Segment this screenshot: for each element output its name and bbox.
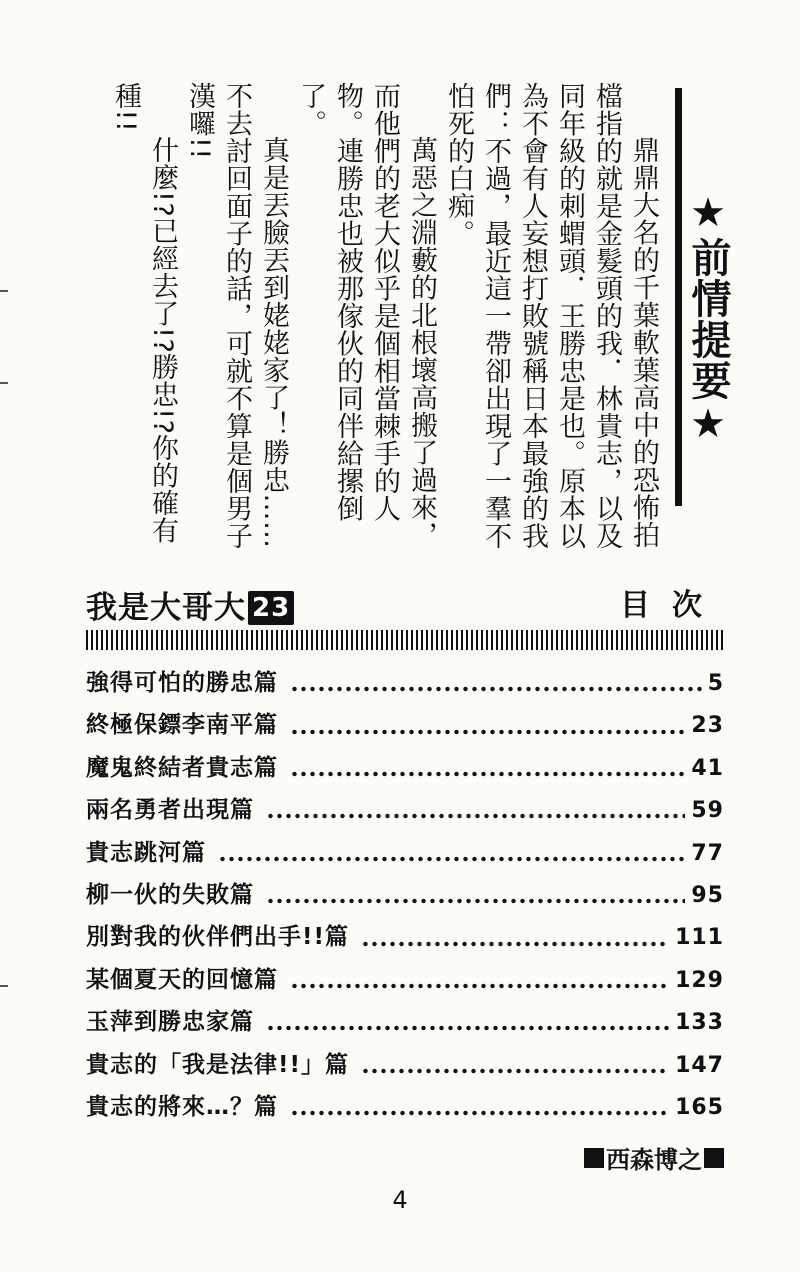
- toc-page-number: 95: [691, 882, 724, 908]
- toc-chapter-title: 兩名勇者出現篇: [86, 797, 254, 824]
- toc-list: [86, 664, 724, 1130]
- toc-page-number: 165: [675, 1094, 724, 1120]
- scan-mark: [0, 290, 8, 292]
- toc-chapter-title: 貴志跳河篇: [86, 839, 206, 866]
- toc-entry[interactable]: [86, 749, 724, 791]
- toc-entry[interactable]: [86, 664, 724, 706]
- dot-leader: [266, 812, 685, 820]
- toc-page-number: 59: [691, 798, 724, 824]
- toc-chapter-title: 貴志的將來…？篇: [86, 1093, 278, 1120]
- toc-page-number: 129: [675, 967, 724, 993]
- toc-page-number: 5: [707, 671, 724, 696]
- toc-chapter-title: 強得可怕的勝忠篇: [86, 670, 278, 696]
- toc-entry[interactable]: [86, 961, 724, 1003]
- synopsis-paragraph: 真是丟臉丟到姥姥家了！勝忠……不去討回面子的話，可就不算是個男子漢囉!!: [184, 82, 289, 550]
- book-title-text: 我是大哥大: [86, 590, 246, 626]
- toc-entry[interactable]: [86, 1046, 724, 1088]
- toc-chapter-title: 柳一伙的失敗篇: [86, 881, 254, 908]
- toc-entry[interactable]: [86, 834, 724, 876]
- book-title: [86, 582, 294, 627]
- toc-entry[interactable]: [86, 706, 724, 748]
- toc-page-number: 23: [691, 713, 724, 739]
- toc-chapter-title: 某個夏天的回憶篇: [86, 966, 278, 993]
- volume-badge: 23: [248, 591, 294, 625]
- toc-page-number: 111: [675, 925, 724, 951]
- synopsis-paragraph: 什麼!?已經去了!?勝忠!?你的確有種!!: [110, 82, 178, 545]
- toc-chapter-title: 別對我的伙伴們出手!!篇: [86, 924, 349, 951]
- dot-leader: [361, 940, 669, 948]
- toc-header: [86, 580, 724, 628]
- synopsis-body: [107, 82, 662, 552]
- toc-chapter-title: 魔鬼終結者貴志篇: [86, 754, 278, 781]
- toc-page-number: 133: [675, 1010, 724, 1036]
- dot-leader: [290, 728, 685, 736]
- square-bullet-icon: [584, 1148, 604, 1168]
- toc-entry[interactable]: [86, 876, 724, 918]
- dot-leader: [290, 982, 669, 990]
- dot-leader: [266, 897, 685, 905]
- synopsis-paragraph: 萬惡之淵藪的北根壞高搬了過來，而他們的老大似乎是個相當棘手的人物。連勝忠也被那傢伙的同伴給摞倒了。: [295, 82, 437, 549]
- toc-page-number: 147: [675, 1052, 724, 1078]
- dot-leader: [266, 1024, 669, 1032]
- contents-label: 目次: [620, 588, 724, 623]
- dot-leader: [290, 685, 702, 693]
- page-number: 4: [392, 1186, 408, 1214]
- toc-page-number: 77: [691, 840, 724, 866]
- toc-page-number: 41: [691, 755, 724, 781]
- dot-leader: [290, 1109, 669, 1117]
- toc-entry[interactable]: [86, 1003, 724, 1045]
- striped-divider: [86, 630, 724, 650]
- synopsis-divider: [675, 88, 682, 506]
- toc-chapter-title: 玉萍到勝忠家篇: [86, 1009, 254, 1036]
- toc-entry[interactable]: [86, 918, 724, 960]
- toc-chapter-title: 貴志的「我是法律!!」篇: [86, 1051, 349, 1078]
- dot-leader: [218, 855, 685, 863]
- toc-entry[interactable]: [86, 1088, 724, 1130]
- synopsis-paragraph: 鼎鼎大名的千葉軟葉高中的恐怖拍檔指的就是金髮頭的我．林貴志，以及同年級的刺蝟頭．王勝忠是也。原本以為不會有人妄想打敗號稱日本最強的我們：不過，最近這一帶卻出現了一羣不怕死的白痴。: [443, 82, 659, 550]
- scan-mark: [0, 382, 8, 384]
- toc-entry[interactable]: [86, 791, 724, 833]
- square-bullet-icon: [704, 1148, 724, 1168]
- scan-mark: [0, 985, 8, 987]
- toc-chapter-title: 終極保鏢李南平篇: [86, 712, 278, 739]
- dot-leader: [361, 1067, 669, 1075]
- author-credit: [584, 1140, 724, 1175]
- synopsis-heading: ★前情提要★: [685, 190, 731, 448]
- author-name: 西森博之: [606, 1146, 702, 1174]
- dot-leader: [290, 770, 685, 778]
